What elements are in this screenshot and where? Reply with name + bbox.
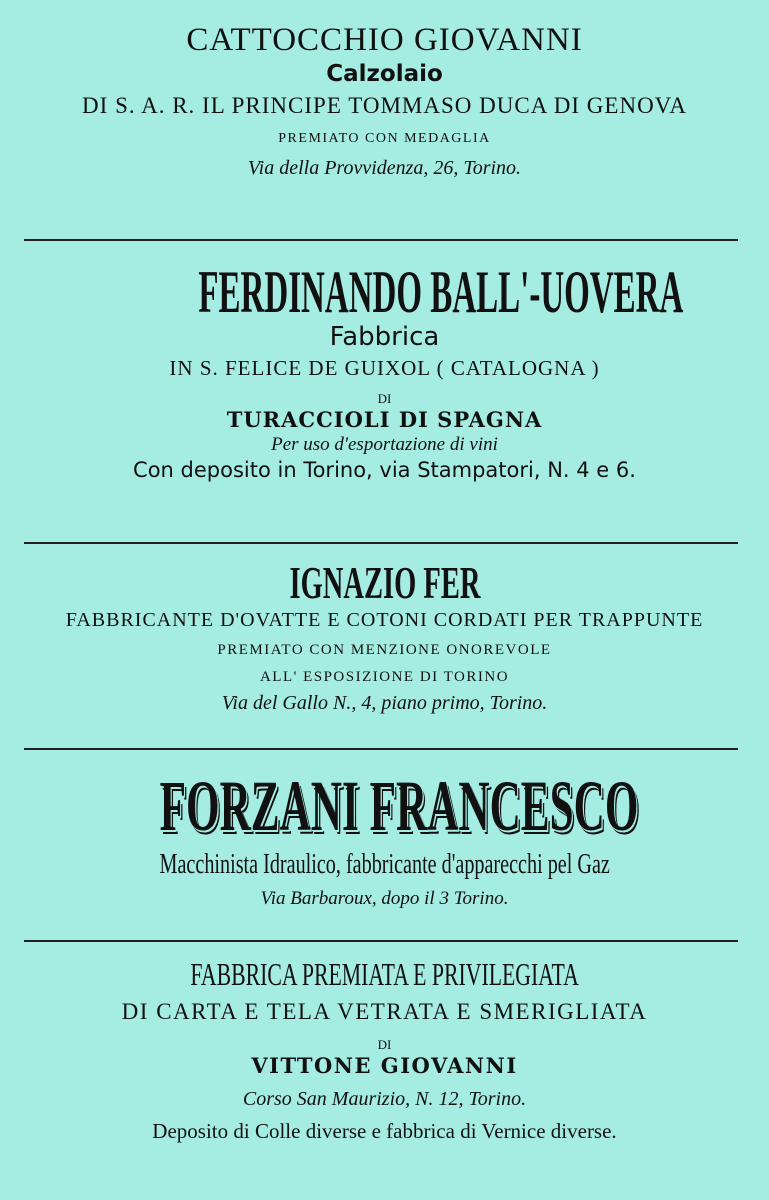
ad-title-row (0, 256, 769, 328)
ad-vittone (0, 955, 769, 1144)
ad-product: TURACCIOLI DI SPAGNA (226, 407, 543, 432)
ad-title-row (0, 556, 769, 609)
ad-title: CATTOCCHIO GIOVANNI (186, 22, 583, 58)
ad-connector: DI (377, 1037, 392, 1052)
ad-subtitle: Calzolaio (326, 61, 443, 87)
ad-award-place: ALL' ESPOSIZIONE DI TORINO (259, 669, 510, 685)
ad-description: FABBRICANTE D'OVATTE E COTONI CORDATI PER TRAPPUNTE (65, 609, 704, 631)
divider-rule (24, 748, 738, 750)
ad-connector: DI (377, 391, 392, 406)
divider-rule (24, 239, 738, 241)
ad-title: FERDINANDO BALL'-UOVERA (198, 259, 684, 325)
ad-name: VITTONE GIOVANNI (251, 1053, 518, 1078)
ad-award: PREMIATO CON MEDAGLIA (278, 131, 491, 146)
ad-description: DI CARTA E TELA VETRATA E SMERIGLIATA (121, 999, 648, 1024)
ad-award: PREMIATO CON MENZIONE ONOREVOLE (217, 642, 552, 658)
ad-ignazio-fer (0, 556, 769, 715)
ad-location: IN S. FELICE DE GUIXOL ( CATALOGNA ) (169, 356, 600, 380)
ad-address: Via della Provvidenza, 26, Torino. (247, 157, 522, 179)
ad-forzani (0, 764, 769, 910)
ad-description: Macchinista Idraulico, fabbricante d'apparecchi pel Gaz (159, 849, 610, 880)
ad-title: FORZANI FRANCESCO (159, 766, 639, 846)
ad-title-row (0, 955, 769, 993)
divider-rule (24, 542, 738, 544)
ad-deposit: Con deposito in Torino, via Stampatori, N. 4 e 6. (133, 458, 636, 482)
ad-patron: DI S. A. R. IL PRINCIPE TOMMASO DUCA DI GENOVA (82, 93, 687, 118)
ad-subtitle: Fabbrica (329, 322, 440, 352)
ad-title: FABBRICA PREMIATA E PRIVILEGIATA (190, 956, 579, 992)
ad-use: Per uso d'esportazione di vini (271, 434, 498, 455)
ad-description-row (0, 847, 769, 882)
ad-title-row (0, 764, 769, 847)
divider-rule (24, 940, 738, 942)
ad-deposit: Deposito di Colle diverse e fabbrica di Vernice diverse. (152, 1119, 617, 1143)
ad-ball-uovera (0, 256, 769, 482)
ad-address: Corso San Maurizio, N. 12, Torino. (242, 1088, 527, 1110)
ad-address: Via Barbaroux, dopo il 3 Torino. (260, 888, 509, 909)
ad-title: IGNAZIO FER (289, 557, 480, 608)
ad-cattocchio (0, 22, 769, 180)
ad-address: Via del Gallo N., 4, piano primo, Torino. (221, 692, 548, 714)
